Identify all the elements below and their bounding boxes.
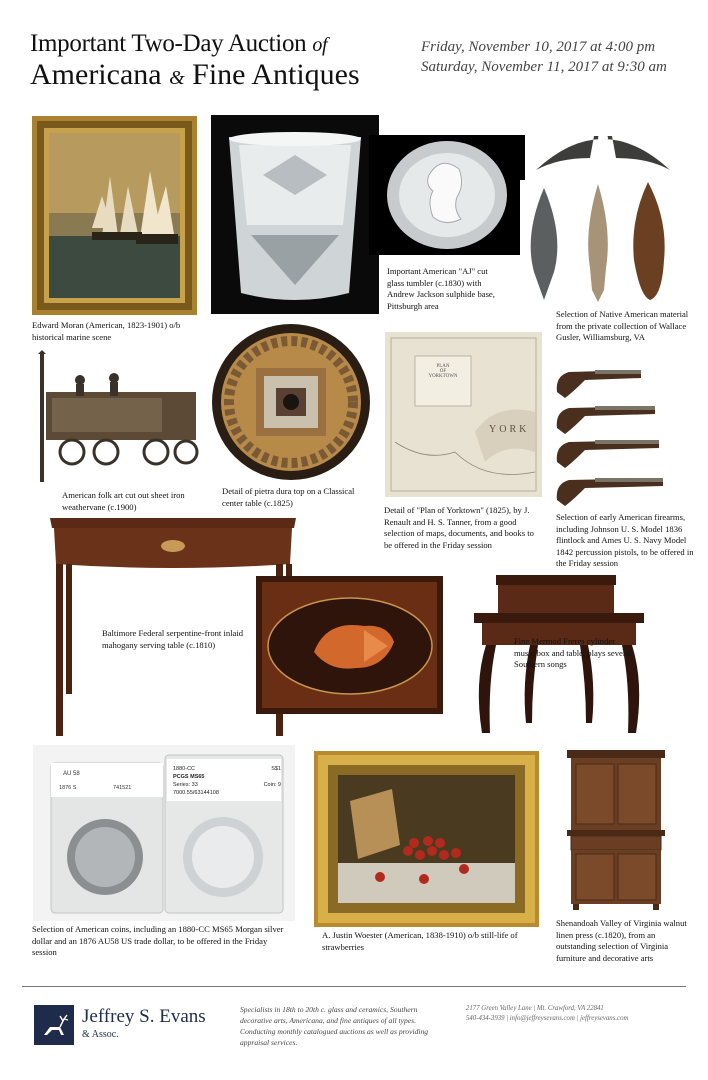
specialists-text: Specialists in 18th to 20th c. glass and ceramics, Southern decorative arts, Americana, and fine antiques of all types. Conducting monthly catalogued auctions as well as providing appraisal services. [240, 1005, 429, 1047]
inlay-detail-image [256, 576, 443, 714]
map-york-label: YORK [489, 424, 530, 435]
strawberry-still-life-image [314, 751, 539, 927]
left-slab-year: 1876 S [59, 785, 77, 791]
weathervane-caption: American folk art cut out sheet iron weathervane (c.1900) [62, 490, 185, 512]
yorktown-map-image [385, 332, 542, 497]
points-image [520, 180, 680, 305]
marine-painting-image [32, 116, 197, 315]
weathervane-image [32, 350, 200, 485]
date-friday: Friday, November 10, 2017 at 4:00 pm [421, 39, 656, 55]
footer-divider [22, 986, 686, 987]
right-slab-label: 1880-CC S$1 PCGS MS65 Series: 33 Coin: 9 7000.55/63144108 [173, 766, 281, 796]
glass-tumbler-image [211, 115, 379, 314]
coins-caption: Selection of American coins, including an 1880-CC MS65 Morgan silver dollar and an 1876 AU58 US trade dollar, to be offered in the Friday session [32, 924, 284, 957]
native-banner-stone-image [528, 118, 678, 176]
left-slab-label: AU 58 [63, 771, 80, 777]
linen-press-caption: Shenandoah Valley of Virginia walnut linen press (c.1820), from an outstanding selection of Virginia furniture and decorative arts [556, 918, 687, 963]
auction-title-line2: Americana & Fine Antiques [30, 58, 360, 91]
left-slab-cert: 741521 [113, 785, 132, 791]
tumbler-caption: Important American "AJ" cut glass tumbler (c.1830) with Andrew Jackson sulphide base, Pittsburgh area [387, 266, 495, 311]
address: 2177 Green Valley Lane | Mt. Crawford, VA 22841 [466, 1005, 604, 1012]
serving-table-caption: Baltimore Federal serpentine-front inlaid mahogany serving table (c.1810) [102, 628, 244, 650]
stag-icon [34, 1005, 74, 1045]
linen-press-image [567, 750, 665, 910]
date-saturday: Saturday, November 11, 2017 at 9:30 am [421, 59, 667, 75]
auction-title-line1: Important Two-Day Auction of [30, 30, 328, 57]
native-caption: Selection of Native American material from the private collection of Wallace Gusler, Williamsburg, VA [556, 309, 689, 342]
sulphide-base-image [369, 135, 525, 255]
still-life-caption: A. Justin Woester (American, 1838-1910) o/b still-life of strawberries [322, 930, 518, 952]
pietra-dura-image [210, 322, 373, 482]
firearms-caption: Selection of early American firearms, including Johnson U. S. Model 1836 flintlock and Ames U. S. Navy Model 1842 percussion pistols, to be offered in the Friday session [556, 512, 694, 568]
contact-block [466, 1004, 696, 1024]
music-box-caption: Fine Mermod Freres cylinder music box and table, plays several Southern songs [514, 636, 632, 669]
title-amp: & [169, 67, 185, 89]
marine-caption: Edward Moran (American, 1823-1901) o/b historical marine scene [32, 320, 181, 342]
title-of: of [312, 34, 328, 56]
coins-image [33, 745, 295, 921]
map-caption: Detail of "Plan of Yorktown" (1825), by J. Renault and H. S. Tanner, from a good selection of maps, documents, and books to be offered in the Friday session [384, 505, 534, 550]
firearms-image [555, 358, 685, 508]
pietra-caption: Detail of pietra dura top on a Classical center table (c.1825) [222, 486, 355, 508]
map-title: PLAN OF YORKTOWN [428, 364, 458, 379]
logo-badge [34, 1005, 74, 1045]
auction-dates [421, 37, 667, 77]
contact-line[interactable]: 540-434-3939 | info@jeffreysevans.com | jeffreysevans.com [466, 1015, 629, 1022]
brand-sub: & Assoc. [82, 1029, 119, 1040]
brand-name: Jeffrey S. Evans [82, 1006, 206, 1027]
